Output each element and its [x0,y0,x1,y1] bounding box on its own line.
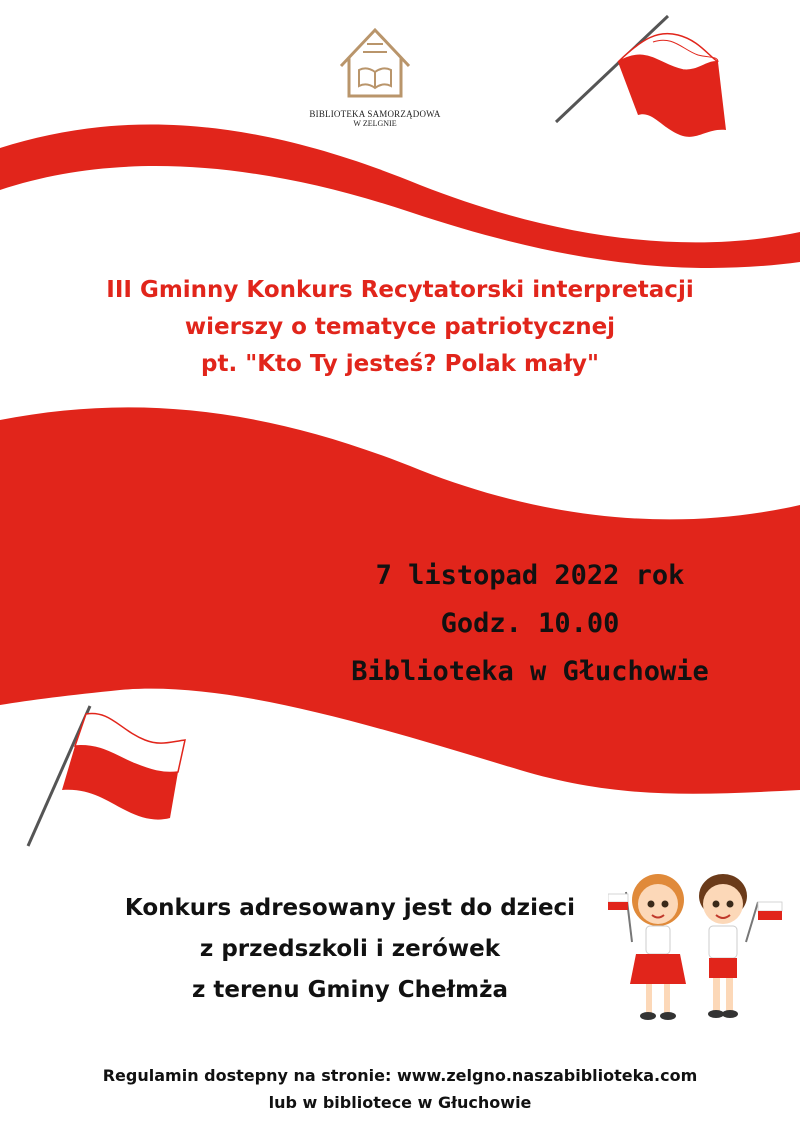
event-info [320,552,740,696]
library-house-book-icon [335,22,415,102]
title-line1: III Gminny Konkurs Recytatorski interpretacji [106,277,694,303]
library-logo [300,22,450,128]
event-date: 7 listopad 2022 rok [375,560,685,591]
event-place: Biblioteka w Głuchowie [351,656,709,687]
polish-flag-icon [20,700,200,850]
event-time: Godz. 10.00 [440,608,620,639]
audience-line2: z przedszkoli i zerówek [199,936,501,962]
audience-line3: z terenu Gminy Chełmża [191,977,509,1003]
title-line3: pt. "Kto Ty jesteś? Polak mały" [201,351,599,377]
rules-info [20,1062,780,1116]
rules-line1: Regulamin dostepny na stronie: www.zelgno.naszabiblioteka.com [102,1066,698,1085]
audience-info [60,888,640,1011]
logo-text-line2: W ZELGNIE [353,119,397,128]
title-line2: wierszy o tematyce patriotycznej [184,314,616,340]
audience-line1: Konkurs adresowany jest do dzieci [124,895,576,921]
children-with-flags-icon [608,862,788,1027]
rules-line2: lub w bibliotece w Głuchowie [268,1093,532,1112]
contest-title [40,272,760,383]
polish-flag-icon [548,10,748,160]
logo-text-line1: BIBLIOTEKA SAMORZĄDOWA [309,109,441,119]
